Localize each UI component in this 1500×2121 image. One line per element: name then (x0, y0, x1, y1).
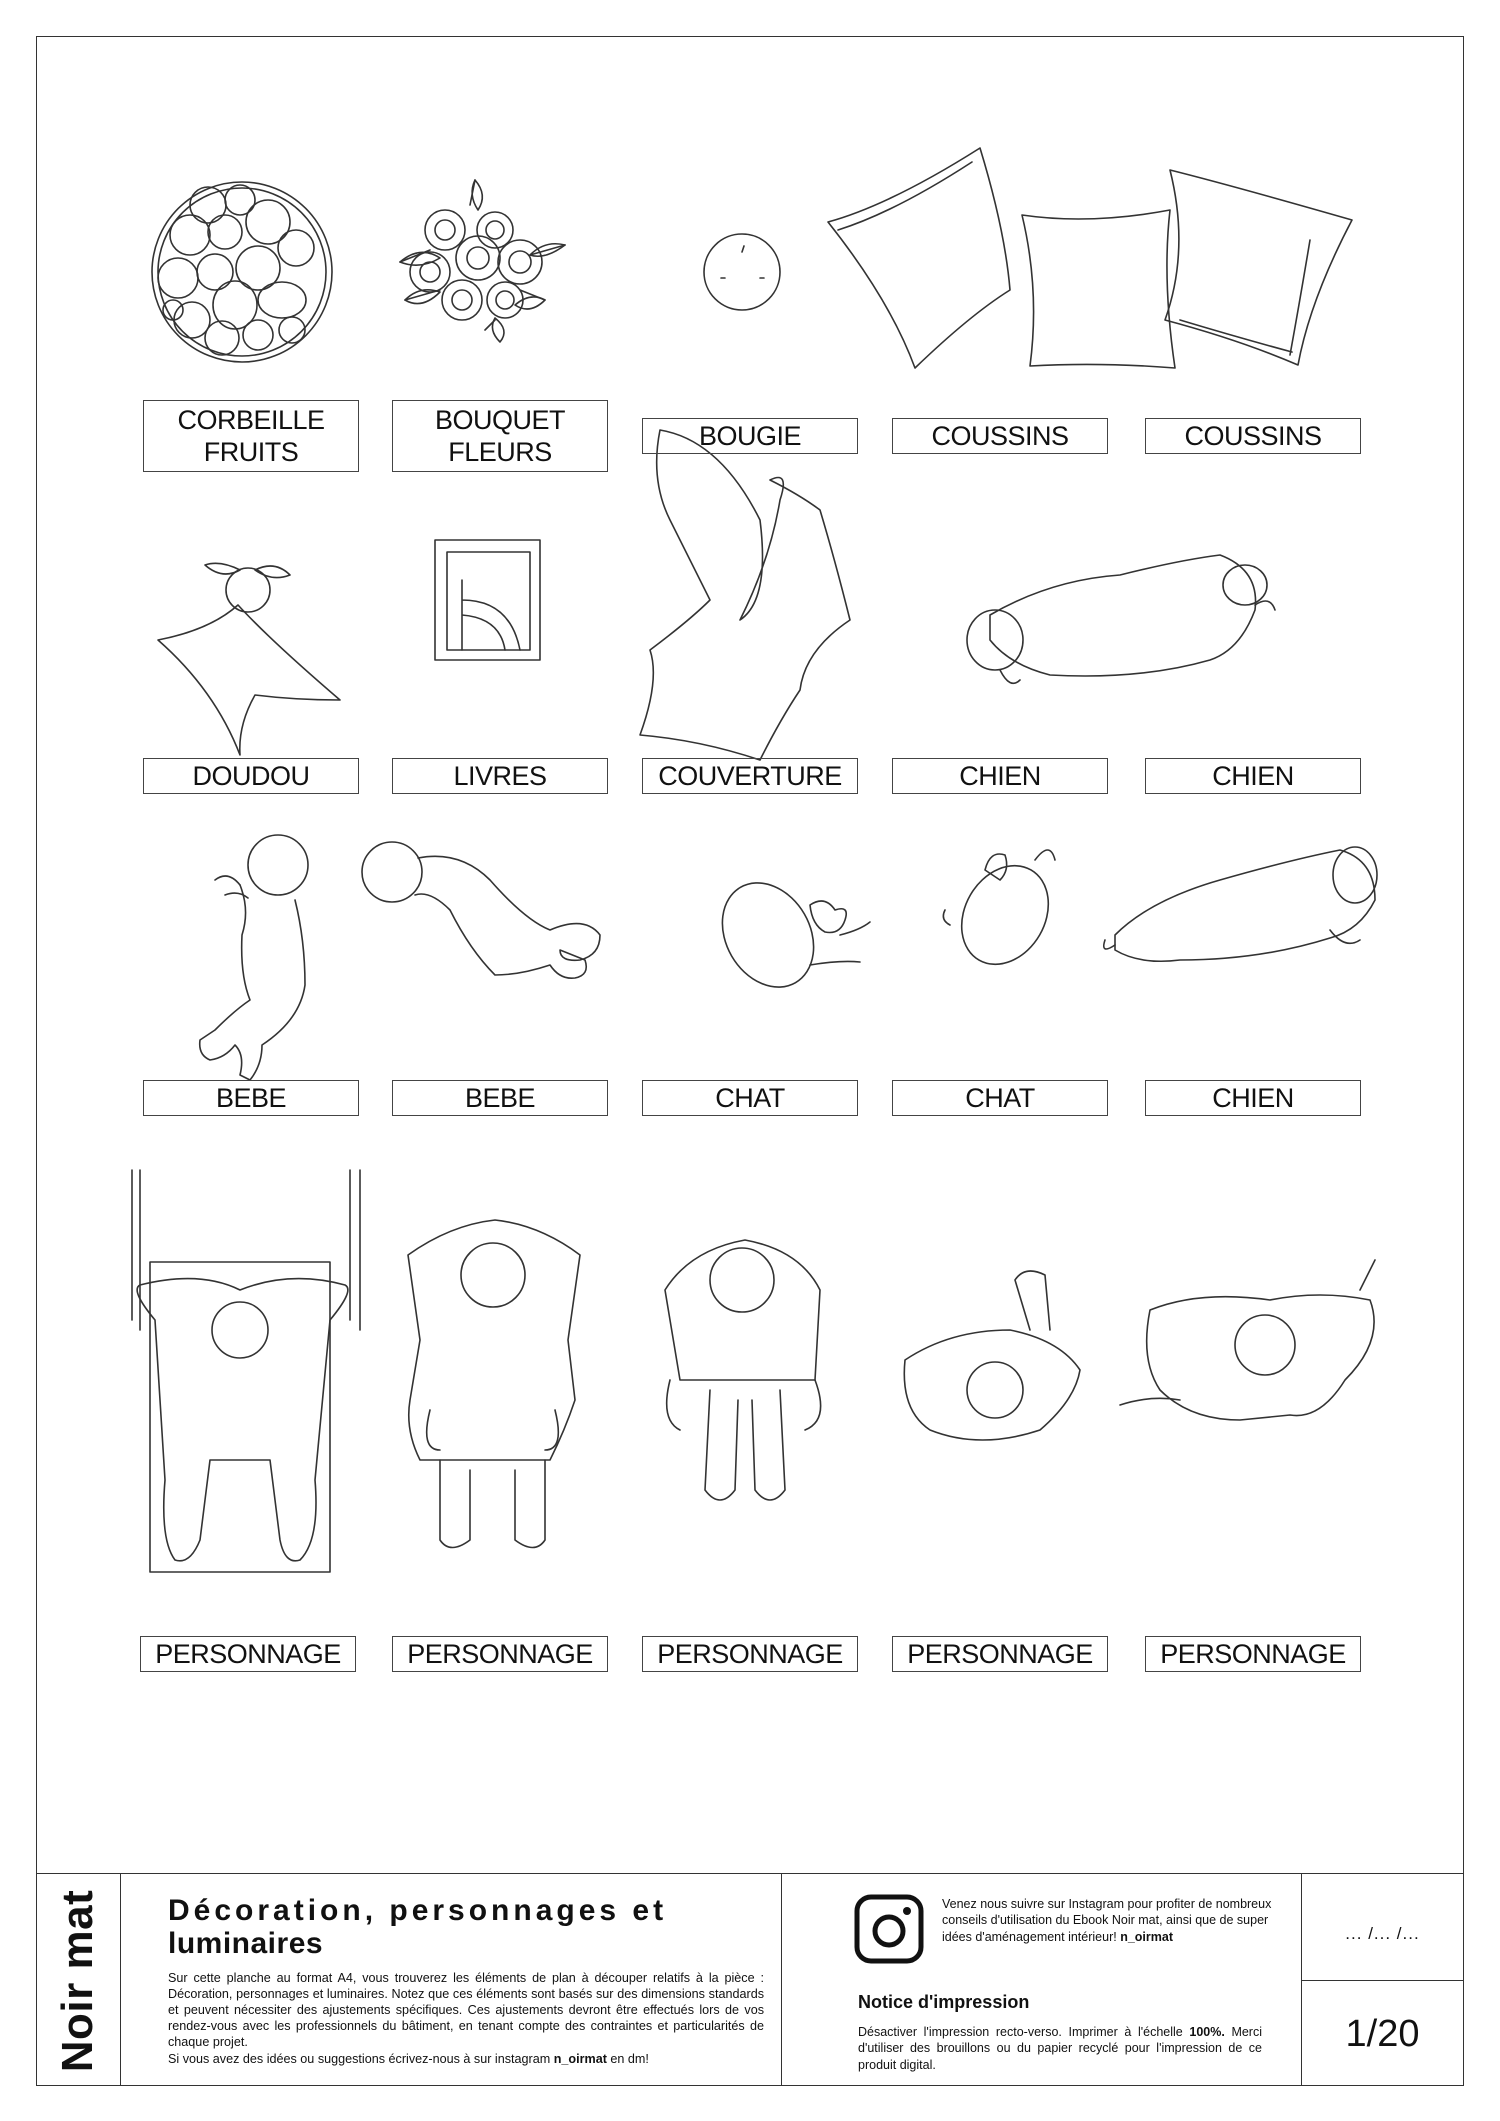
label-chien-2: CHIEN (1145, 758, 1361, 794)
label-personnage-5: PERSONNAGE (1145, 1636, 1361, 1672)
label-bougie: BOUGIE (642, 418, 858, 454)
label-chien-3: CHIEN (1145, 1080, 1361, 1116)
label-bouquet-fleurs: BOUQUET FLEURS (392, 400, 608, 472)
notice-title: Notice d'impression (858, 1992, 1030, 2012)
person-icon (1120, 1260, 1375, 1420)
dog-icon (967, 555, 1275, 683)
cushion-icon (1022, 210, 1175, 368)
label-corbeille-fruits: CORBEILLE FRUITS (143, 400, 359, 472)
label-personnage-2: PERSONNAGE (392, 1636, 608, 1672)
label-chat-2: CHAT (892, 1080, 1108, 1116)
label-coussins-2: COUSSINS (1145, 418, 1361, 454)
notice-text: Désactiver l'impression recto-verso. Imprimer à l'échelle 100%. Merci d'utiliser des brouillons ou du papier recyclé pour l'impression de ce produit digital. (858, 2025, 1262, 2072)
flower-bouquet-icon (400, 180, 565, 342)
label-coussins-1: COUSSINS (892, 418, 1108, 454)
person-icon (408, 1220, 580, 1548)
brand-logo: Noir mat (53, 1889, 103, 2072)
instagram-text: Venez nous suivre sur Instagram pour profiter de nombreux conseils d'utilisation du Ebook Noir mat, ainsi que de super idées d'aménagement intérieur! n_oirmat (942, 1897, 1272, 1944)
person-icon (904, 1271, 1080, 1440)
candle-icon (704, 234, 780, 310)
blanket-icon (640, 430, 850, 760)
instagram-icon[interactable] (854, 1894, 924, 1964)
label-personnage-3: PERSONNAGE (642, 1636, 858, 1672)
label-chat-1: CHAT (642, 1080, 858, 1116)
cat-icon (943, 850, 1065, 980)
dog-icon (1104, 847, 1377, 961)
cat-icon (704, 866, 870, 1003)
label-chien-1: CHIEN (892, 758, 1108, 794)
date-field: ... /... /... (1345, 1924, 1420, 1943)
page-number: 1/20 (1345, 2012, 1420, 2055)
books-icon (435, 540, 540, 660)
page-title: Décoration, personnages et luminaires (168, 1894, 668, 1960)
label-personnage-4: PERSONNAGE (892, 1636, 1108, 1672)
instagram-handle[interactable]: n_oirmat (1120, 1929, 1173, 1944)
person-icon (132, 1170, 360, 1572)
label-couverture: COUVERTURE (642, 758, 858, 794)
label-doudou: DOUDOU (143, 758, 359, 794)
label-personnage-1: PERSONNAGE (140, 1636, 356, 1672)
blanket-doudou-icon (158, 563, 340, 755)
label-livres: LIVRES (392, 758, 608, 794)
description-text: Sur cette planche au format A4, vous trouverez les éléments de plan à découper relatifs à la pièce : Décoration, personnages et luminaires. Notez que ces éléments sont basés sur des dimensions standards et peuvent nécessiter des ajustements spécifiques. Ces ajustements devront être effectués lors de vos rendez-vous avec les professionnels du bâtiment, en tenant compte des contraintes et particularités de chaque projet. Si vous avez des idées ou suggestions écrivez-nous à sur instagram n_oirmat en dm! (168, 1971, 764, 2066)
baby-icon (200, 835, 308, 1080)
label-bebe-2: BEBE (392, 1080, 608, 1116)
cushion-icon (1165, 170, 1352, 365)
baby-icon (362, 842, 600, 978)
label-bebe-1: BEBE (143, 1080, 359, 1116)
person-icon (665, 1240, 821, 1500)
cushion-icon (828, 148, 1010, 368)
title-block (36, 1873, 1464, 2086)
fruit-basket-icon (152, 182, 332, 362)
